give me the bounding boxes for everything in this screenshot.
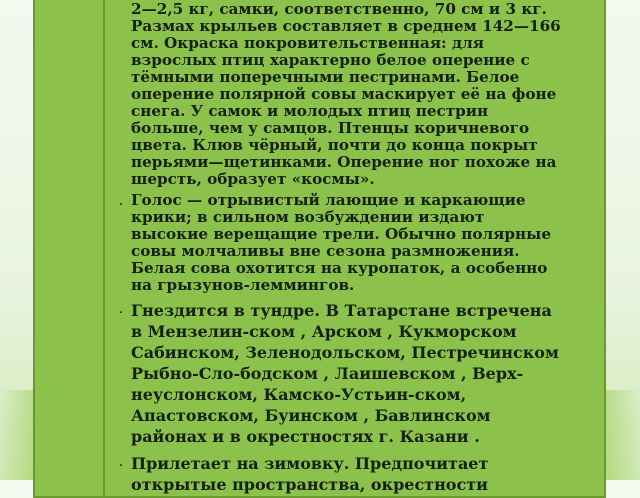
- paragraph-description: [111, 0, 598, 188]
- bullet-marker: ·: [118, 458, 124, 474]
- table-right-column: [105, 0, 604, 496]
- table-left-column: [35, 0, 105, 496]
- bullet-marker: ·: [118, 305, 124, 321]
- bullet-marker: ·: [118, 197, 124, 213]
- paragraph-text: 2—2,5 кг, самки, соответственно, 70 см и 3 кг. Размах крыльев составляет в среднем 142—166 см. Окраска покровительственная: для взрослых птиц характерно белое оперение с тёмными поперечными пестринами. Белое оперение полярной совы маскирует её на фоне снега. У самок и молодых птиц пестрин больше, чем у самцов. Птенцы коричневого цвета. Клюв чёрный, почти до конца покрыт перьями—щетинками. Оперение ног похоже на шерсть, образует «космы».: [131, 0, 561, 188]
- text-content: [111, 0, 598, 495]
- paragraph-voice: [111, 192, 598, 294]
- grass-decoration-right: [600, 390, 640, 480]
- paragraph-text: Прилетает на зимовку. Предпочитает открытые пространства, окрестности: [131, 454, 489, 494]
- content-table: [33, 0, 606, 498]
- paragraph-wintering: [111, 453, 598, 495]
- paragraph-nesting: [111, 300, 598, 447]
- paragraph-text: Гнездится в тундре. В Татарстане встречена в Мензелин-ском , Арском , Кукморском Сабинском, Зеленодольском, Пестречинском Рыбно-Сло-бодском , Лаишевском , Верх-неуслонском, Камско-Устьин-ском, Апастовском, Буинском , Бавлинском районах и в окрестностях г. Казани .: [131, 301, 559, 446]
- paragraph-text: Голос — отрывистый лающие и каркающие крики; в сильном возбуждении издают высокие верещащие трели. Обычно полярные совы молчаливы вне сезона размножения. Белая сова охотится на куропаток, а особенно на грызунов-леммингов.: [131, 191, 552, 294]
